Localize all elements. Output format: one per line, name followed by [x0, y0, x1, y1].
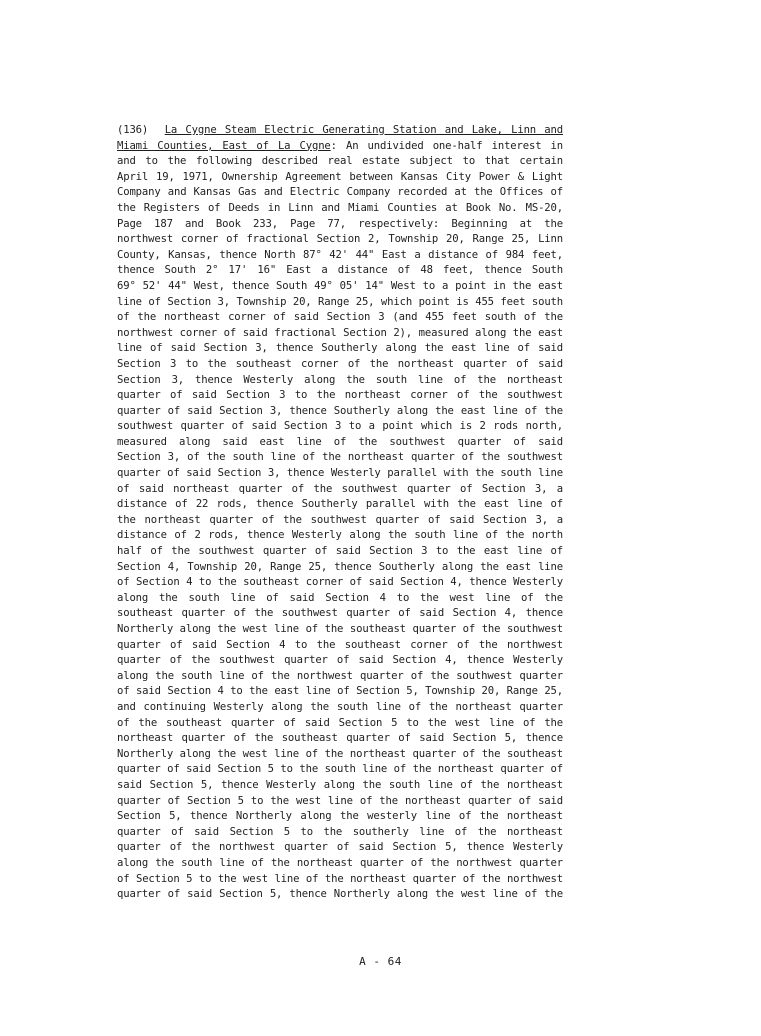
- property-title-part-2: Miami Counties, East of La Cygne: [117, 139, 331, 152]
- text-line: County, Kansas, thence North 87° 42' 44" East a distance of 984 feet,: [117, 248, 563, 261]
- text-line: of said northeast quarter of the southwest quarter of Section 3, a: [117, 482, 563, 495]
- text-line: half of the southwest quarter of said Section 3 to the east line of: [117, 545, 563, 558]
- text-line: the Registers of Deeds in Linn and Miami Counties at Book No. MS-20,: [117, 201, 563, 214]
- text-line: quarter of said Section 3, thence Westerly parallel with the south line: [117, 467, 563, 480]
- text-line: quarter of said Section 3 to the northeast corner of the southwest: [117, 389, 563, 402]
- page-number: A - 64: [359, 955, 402, 968]
- text-line: Page 187 and Book 233, Page 77, respectively: Beginning at the: [117, 217, 563, 230]
- text-line: quarter of the northwest quarter of said Section 5, thence Westerly: [117, 841, 563, 854]
- text-line: quarter of said Section 5 to the southerly line of the northeast: [117, 825, 563, 838]
- text-line: southwest quarter of said Section 3 to a point which is 2 rods north,: [117, 420, 563, 433]
- text-line: quarter of the southwest quarter of said Section 4, thence Westerly: [117, 654, 563, 667]
- text-line: of Section 5 to the west line of the northeast quarter of the northwest: [117, 872, 563, 885]
- text-line: along the south line of the northwest quarter of the southwest quarter: [117, 669, 563, 682]
- text-line: northwest corner of fractional Section 2, Township 20, Range 25, Linn: [117, 233, 563, 246]
- text-line: line of Section 3, Township 20, Range 25, which point is 455 feet south: [117, 295, 563, 308]
- text-line: northwest corner of said fractional Section 2), measured along the east: [117, 326, 563, 339]
- text-line: measured along said east line of the southwest quarter of said: [117, 435, 563, 448]
- text-line: Section 4, Township 20, Range 25, thence Southerly along the east line: [117, 560, 563, 573]
- body-text: [117, 154, 563, 903]
- text-line: southeast quarter of the southwest quarter of said Section 4, thence: [117, 607, 563, 620]
- text-line: quarter of said Section 4 to the southeast corner of the northwest: [117, 638, 563, 651]
- text-line: Section 5, thence Northerly along the westerly line of the northeast: [117, 810, 563, 823]
- text-line: line of said Section 3, thence Southerly along the east line of said: [117, 342, 563, 355]
- text-line: along the south line of the northeast quarter of the northwest quarter: [117, 856, 563, 869]
- text-line: Section 3, thence Westerly along the south line of the northeast: [117, 373, 563, 386]
- text-line: northeast quarter of the southeast quarter of said Section 5, thence: [117, 732, 563, 745]
- text-line: along the south line of said Section 4 to the west line of the: [117, 591, 563, 604]
- text-line: quarter of said Section 5 to the south line of the northeast quarter of: [117, 763, 563, 776]
- text-line: quarter of Section 5 to the west line of the northeast quarter of said: [117, 794, 563, 807]
- heading-line-1: [117, 123, 563, 139]
- text-line: 69° 52' 44" West, thence South 49° 05' 14" West to a point in the east: [117, 279, 563, 292]
- item-number: (136): [117, 124, 149, 136]
- text-line: Northerly along the west line of the southeast quarter of the southwest: [117, 623, 563, 635]
- text-line: distance of 22 rods, thence Southerly parallel with the east line of: [117, 498, 563, 511]
- text-line: and to the following described real estate subject to that certain: [117, 155, 563, 168]
- text-line: Section 3, of the south line of the northeast quarter of the southwest: [117, 451, 563, 464]
- text-line: the northeast quarter of the southwest quarter of said Section 3, a: [117, 513, 563, 526]
- text-line: of Section 4 to the southeast corner of said Section 4, thence Westerly: [117, 576, 563, 589]
- text-line: and continuing Westerly along the south line of the northeast quarter: [117, 700, 563, 713]
- text-line: of said Section 4 to the east line of Section 5, Township 20, Range 25,: [117, 685, 563, 698]
- text-line: quarter of said Section 5, thence Northerly along the west line of the: [117, 888, 563, 901]
- text-line: quarter of said Section 3, thence Southerly along the east line of the: [117, 404, 563, 417]
- text-line: Northerly along the west line of the northeast quarter of the southeast: [117, 747, 563, 760]
- text-line: distance of 2 rods, thence Westerly along the south line of the north: [117, 529, 563, 542]
- text-line: April 19, 1971, Ownership Agreement between Kansas City Power & Light: [117, 170, 563, 183]
- heading-line-2: [117, 139, 563, 155]
- text-line: said Section 5, thence Westerly along the south line of the northeast: [117, 778, 563, 791]
- legal-description: [117, 123, 563, 903]
- text-line: Company and Kansas Gas and Electric Company recorded at the Offices of: [117, 186, 563, 199]
- text-line: of the northeast corner of said Section 3 (and 455 feet south of the: [117, 311, 563, 324]
- property-title-part-1: La Cygne Steam Electric Generating Station and Lake, Linn and: [164, 124, 563, 136]
- heading-continuation: : An undivided one-half interest in: [330, 139, 563, 152]
- text-line: Section 3 to the southeast corner of the northeast quarter of said: [117, 357, 563, 370]
- text-line: thence South 2° 17' 16" East a distance of 48 feet, thence South: [117, 264, 563, 277]
- text-line: of the southeast quarter of said Section 5 to the west line of the: [117, 716, 563, 729]
